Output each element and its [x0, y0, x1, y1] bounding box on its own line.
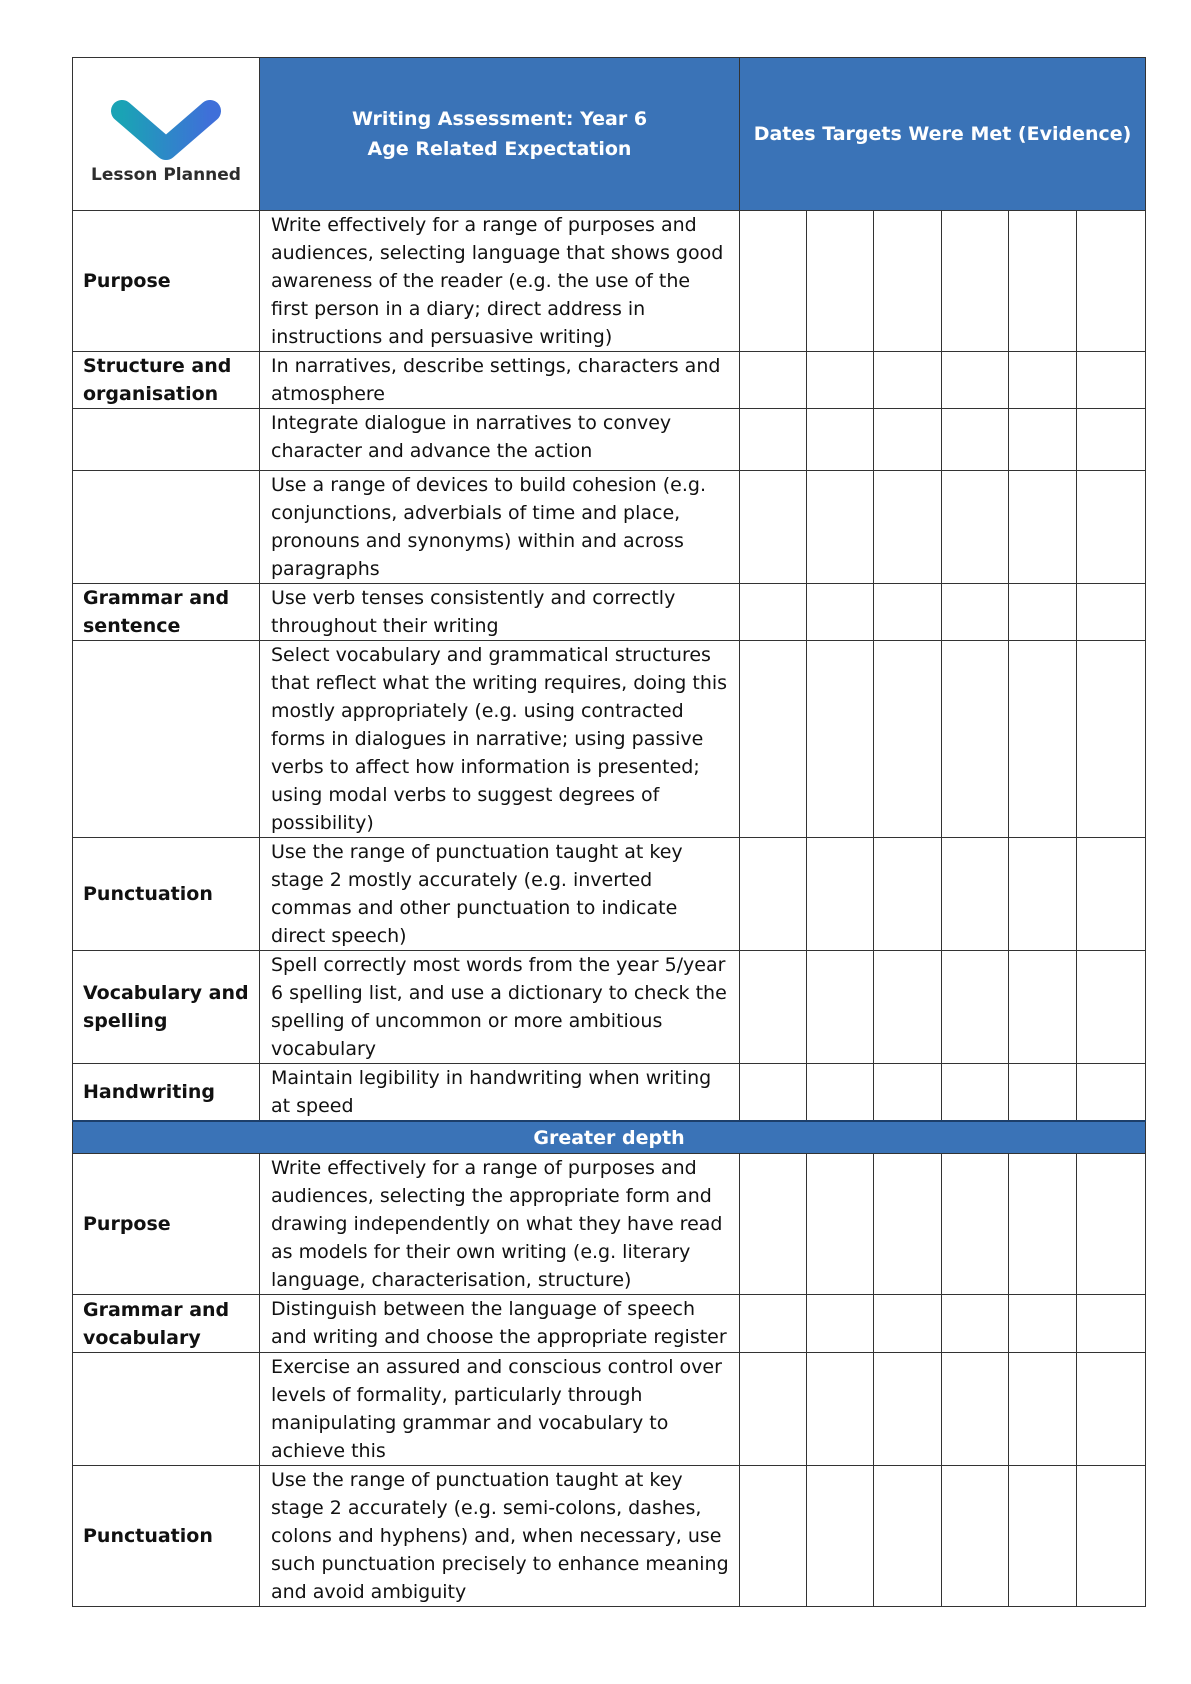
- criterion-text: In narratives, describe settings, characters and atmosphere: [260, 352, 740, 409]
- evidence-date-cell[interactable]: [1077, 1064, 1146, 1122]
- table-row: [73, 1295, 1146, 1353]
- evidence-date-cell[interactable]: [740, 584, 807, 641]
- area-label: [73, 409, 260, 471]
- area-label: Punctuation: [73, 1466, 260, 1607]
- evidence-date-cell[interactable]: [807, 1353, 874, 1466]
- criterion-text: Spell correctly most words from the year 5/year 6 spelling list, and use a dictionary to check the spelling of uncommon or more ambitious vocabulary: [260, 951, 740, 1064]
- evidence-date-cell[interactable]: [740, 1295, 807, 1353]
- evidence-date-cell[interactable]: [1077, 584, 1146, 641]
- greater-depth-heading: Greater depth: [73, 1121, 1146, 1154]
- evidence-date-cell[interactable]: [807, 352, 874, 409]
- evidence-date-cell[interactable]: [1009, 471, 1077, 584]
- evidence-date-cell[interactable]: [942, 1466, 1009, 1607]
- evidence-date-cell[interactable]: [942, 838, 1009, 951]
- evidence-date-cell[interactable]: [874, 471, 942, 584]
- logo-cell: [73, 58, 260, 211]
- evidence-date-cell[interactable]: [807, 641, 874, 838]
- evidence-date-cell[interactable]: [1009, 352, 1077, 409]
- criterion-text: Write effectively for a range of purposes and audiences, selecting the appropriate form and drawing independently on what they have read as models for their own writing (e.g. literary language, characterisation, structure): [260, 1154, 740, 1295]
- evidence-date-cell[interactable]: [1009, 1154, 1077, 1295]
- criterion-text: Integrate dialogue in narratives to convey character and advance the action: [260, 409, 740, 471]
- evidence-date-cell[interactable]: [874, 1154, 942, 1295]
- criterion-text: Select vocabulary and grammatical structures that reflect what the writing requires, doing this mostly appropriately (e.g. using contracted forms in dialogues in narrative; using passive verbs to affect how information is presented; using modal verbs to suggest degrees of possibility): [260, 641, 740, 838]
- evidence-date-cell[interactable]: [740, 211, 807, 352]
- table-row: [73, 471, 1146, 584]
- evidence-date-cell[interactable]: [807, 1064, 874, 1122]
- greater-depth-row: [73, 1121, 1146, 1154]
- area-label: Purpose: [73, 1154, 260, 1295]
- brand-name: Lesson Planned: [91, 165, 241, 185]
- evidence-date-cell[interactable]: [942, 641, 1009, 838]
- evidence-date-cell[interactable]: [740, 471, 807, 584]
- evidence-date-cell[interactable]: [874, 352, 942, 409]
- evidence-date-cell[interactable]: [874, 1064, 942, 1122]
- evidence-date-cell[interactable]: [740, 409, 807, 471]
- area-label: Vocabulary and spelling: [73, 951, 260, 1064]
- table-row: [73, 584, 1146, 641]
- evidence-date-cell[interactable]: [740, 352, 807, 409]
- header-row: [73, 58, 1146, 211]
- evidence-date-cell[interactable]: [942, 409, 1009, 471]
- evidence-date-cell[interactable]: [874, 951, 942, 1064]
- evidence-date-cell[interactable]: [874, 1353, 942, 1466]
- evidence-date-cell[interactable]: [942, 951, 1009, 1064]
- table-row: [73, 409, 1146, 471]
- evidence-date-cell[interactable]: [1009, 1466, 1077, 1607]
- evidence-date-cell[interactable]: [874, 211, 942, 352]
- criterion-text: Maintain legibility in handwriting when writing at speed: [260, 1064, 740, 1122]
- evidence-date-cell[interactable]: [1077, 1154, 1146, 1295]
- area-label: [73, 471, 260, 584]
- table-row: [73, 352, 1146, 409]
- title-line-1: Writing Assessment: Year 6: [351, 108, 648, 130]
- evidence-date-cell[interactable]: [807, 1295, 874, 1353]
- title-line-2: Age Related Expectation: [367, 138, 632, 160]
- area-label: Punctuation: [73, 838, 260, 951]
- evidence-date-cell[interactable]: [874, 1295, 942, 1353]
- criterion-text: Distinguish between the language of speech and writing and choose the appropriate register: [260, 1295, 740, 1353]
- evidence-date-cell[interactable]: [1077, 211, 1146, 352]
- table-row: [73, 211, 1146, 352]
- evidence-date-cell[interactable]: [1077, 838, 1146, 951]
- evidence-date-cell[interactable]: [807, 409, 874, 471]
- evidence-date-cell[interactable]: [942, 1295, 1009, 1353]
- table-row: [73, 951, 1146, 1064]
- evidence-date-cell[interactable]: [807, 951, 874, 1064]
- table-row: [73, 1466, 1146, 1607]
- table-row: [73, 1064, 1146, 1122]
- evidence-date-cell[interactable]: [1009, 1064, 1077, 1122]
- area-label: Handwriting: [73, 1064, 260, 1122]
- criterion-text: Write effectively for a range of purposes and audiences, selecting language that shows good awareness of the reader (e.g. the use of the first person in a diary; direct address in instructions and persuasive writing): [260, 211, 740, 352]
- evidence-date-cell[interactable]: [1077, 1295, 1146, 1353]
- evidence-date-cell[interactable]: [807, 1154, 874, 1295]
- evidence-date-cell[interactable]: [1077, 409, 1146, 471]
- criterion-text: Exercise an assured and conscious control over levels of formality, particularly through manipulating grammar and vocabulary to achieve this: [260, 1353, 740, 1466]
- evidence-date-cell[interactable]: [807, 1466, 874, 1607]
- evidence-date-cell[interactable]: [740, 1154, 807, 1295]
- evidence-date-cell[interactable]: [1009, 584, 1077, 641]
- criterion-text: Use the range of punctuation taught at key stage 2 accurately (e.g. semi-colons, dashes, colons and hyphens) and, when necessary, use such punctuation precisely to enhance meaning and avoid ambiguity: [260, 1466, 740, 1607]
- evidence-date-cell[interactable]: [1009, 1295, 1077, 1353]
- criterion-text: Use verb tenses consistently and correctly throughout their writing: [260, 584, 740, 641]
- evidence-date-cell[interactable]: [740, 1064, 807, 1122]
- evidence-date-cell[interactable]: [942, 211, 1009, 352]
- evidence-date-cell[interactable]: [740, 1466, 807, 1607]
- area-label: Structure and organisation: [73, 352, 260, 409]
- area-label: Purpose: [73, 211, 260, 352]
- evidence-date-cell[interactable]: [1077, 352, 1146, 409]
- evidence-date-cell[interactable]: [942, 1064, 1009, 1122]
- evidence-date-cell[interactable]: [942, 471, 1009, 584]
- evidence-date-cell[interactable]: [942, 1353, 1009, 1466]
- evidence-date-cell[interactable]: [874, 641, 942, 838]
- evidence-date-cell[interactable]: [1009, 1353, 1077, 1466]
- evidence-date-cell[interactable]: [1077, 951, 1146, 1064]
- area-label: [73, 1353, 260, 1466]
- evidence-date-cell[interactable]: [1077, 641, 1146, 838]
- criterion-text: Use the range of punctuation taught at key stage 2 mostly accurately (e.g. inverted commas and other punctuation to indicate direct speech): [260, 838, 740, 951]
- assessment-table: [72, 57, 1146, 1607]
- evidence-date-cell[interactable]: [807, 838, 874, 951]
- assessment-title: [260, 58, 740, 211]
- evidence-date-cell[interactable]: [807, 471, 874, 584]
- evidence-date-cell[interactable]: [740, 951, 807, 1064]
- table-row: [73, 1154, 1146, 1295]
- evidence-date-cell[interactable]: [1077, 1466, 1146, 1607]
- evidence-date-cell[interactable]: [874, 1466, 942, 1607]
- table-row: [73, 1353, 1146, 1466]
- evidence-date-cell[interactable]: [1009, 409, 1077, 471]
- evidence-date-cell[interactable]: [1077, 1353, 1146, 1466]
- evidence-date-cell[interactable]: [807, 584, 874, 641]
- evidence-date-cell[interactable]: [874, 584, 942, 641]
- evidence-date-cell[interactable]: [942, 1154, 1009, 1295]
- evidence-date-cell[interactable]: [874, 838, 942, 951]
- evidence-date-cell[interactable]: [942, 352, 1009, 409]
- area-label: [73, 641, 260, 838]
- evidence-date-cell[interactable]: [807, 211, 874, 352]
- evidence-date-cell[interactable]: [942, 584, 1009, 641]
- evidence-date-cell[interactable]: [1009, 641, 1077, 838]
- checkmark-logo-icon: [110, 97, 222, 163]
- evidence-date-cell[interactable]: [1009, 838, 1077, 951]
- area-label: Grammar and sentence: [73, 584, 260, 641]
- table-row: [73, 641, 1146, 838]
- evidence-date-cell[interactable]: [1009, 211, 1077, 352]
- evidence-date-cell[interactable]: [740, 641, 807, 838]
- evidence-date-cell[interactable]: [874, 409, 942, 471]
- criterion-text: Use a range of devices to build cohesion (e.g. conjunctions, adverbials of time and place, pronouns and synonyms) within and across paragraphs: [260, 471, 740, 584]
- area-label: Grammar and vocabulary: [73, 1295, 260, 1353]
- evidence-date-cell[interactable]: [740, 1353, 807, 1466]
- evidence-header: Dates Targets Were Met (Evidence): [740, 58, 1146, 211]
- evidence-date-cell[interactable]: [1077, 471, 1146, 584]
- evidence-date-cell[interactable]: [1009, 951, 1077, 1064]
- table-row: [73, 838, 1146, 951]
- evidence-date-cell[interactable]: [740, 838, 807, 951]
